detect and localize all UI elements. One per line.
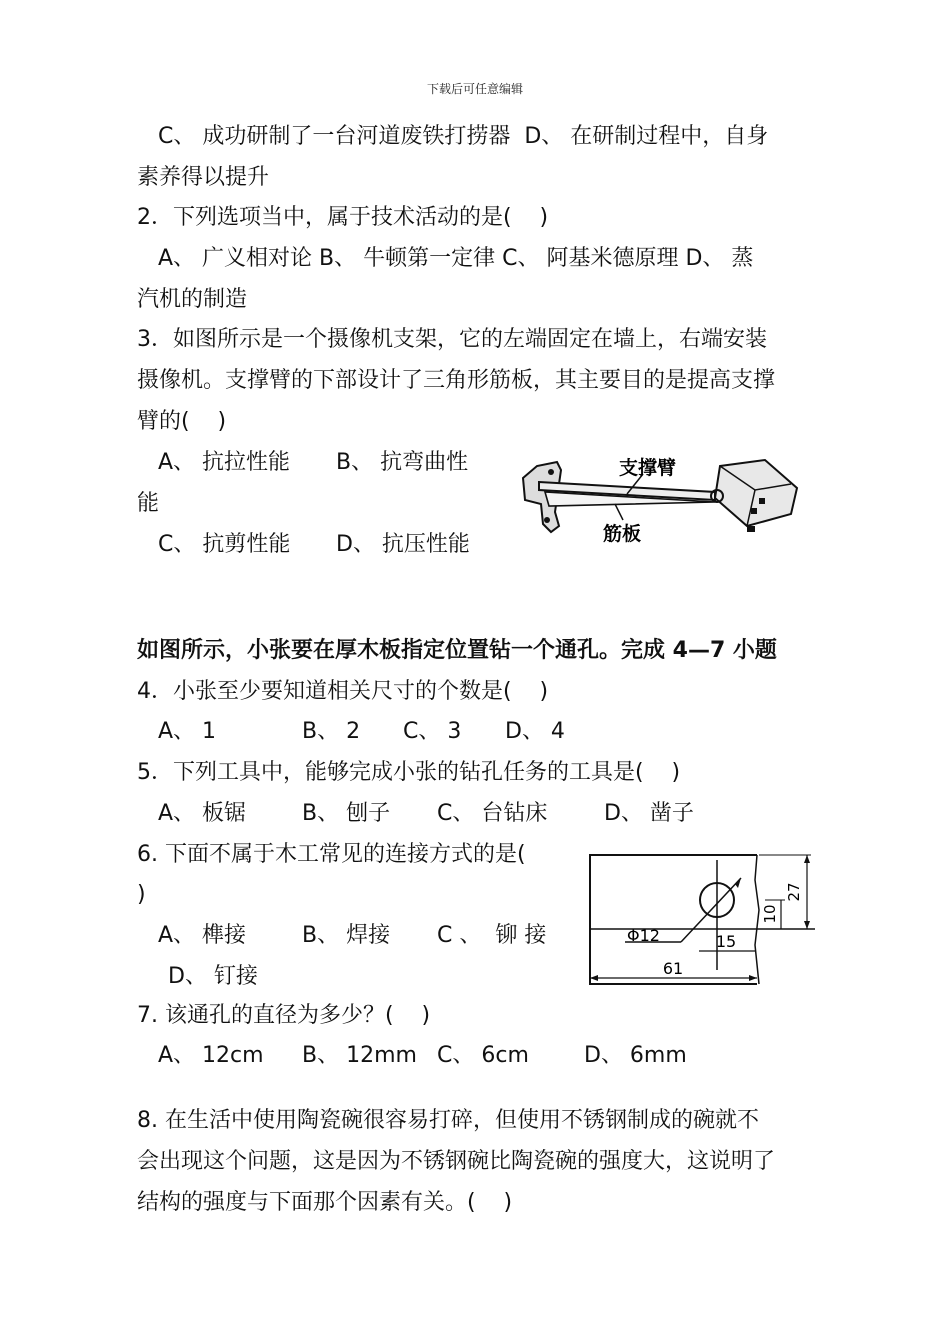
q7-option-c: C、 6cm — [437, 1043, 529, 1068]
q6-stem-cont: ) — [137, 882, 146, 907]
label-rib-plate: 筋板 — [603, 523, 642, 545]
q2-options-cont: 汽机的制造 — [137, 287, 248, 312]
q1-option-line-cont: 素养得以提升 — [137, 165, 270, 190]
q5-option-a: A、 板锯 — [158, 801, 247, 826]
q3-option-c: C、 抗剪性能 — [158, 532, 291, 557]
q5-option-c: C、 台钻床 — [437, 801, 548, 826]
board-drawing-figure — [585, 850, 815, 990]
q4-stem: 4．小张至少要知道相关尺寸的个数是( ) — [137, 679, 549, 704]
q2-options: A、 广义相对论 B、 牛顿第一定律 C、 阿基米德原理 D、 蒸 — [158, 246, 754, 271]
q7-option-a: A、 12cm — [158, 1043, 264, 1068]
q6-option-a: A、 榫接 — [158, 923, 247, 948]
q5-option-b: B、 刨子 — [302, 801, 391, 826]
camera-bracket-figure — [515, 448, 805, 563]
dim-10-label: 10 — [761, 904, 779, 924]
q6-option-b: B、 焊接 — [302, 923, 391, 948]
q6-option-d: D、 钉接 — [168, 964, 258, 989]
q6-stem: 6. 下面不属于木工常见的连接方式的是( — [137, 842, 526, 867]
q3-option-b-cont: 能 — [137, 491, 160, 516]
page-header: 下载后可任意编辑 — [426, 82, 523, 96]
dim-61-label: 61 — [662, 959, 684, 978]
q3-stem-line3: 臂的( ) — [137, 409, 227, 434]
q1-option-line: C、 成功研制了一台河道废铁打捞器 D、 在研制过程中，自身 — [158, 124, 769, 149]
q7-option-b: B、 12mm — [302, 1043, 417, 1068]
label-support-arm: 支撑臂 — [619, 457, 677, 479]
q4-option-c: C、 3 — [403, 719, 462, 744]
q3-option-a: A、 抗拉性能 — [158, 450, 291, 475]
q3-stem-line1: 3．如图所示是一个摄像机支架，它的左端固定在墙上，右端安装 — [137, 327, 767, 352]
q8-stem-line3: 结构的强度与下面那个因素有关。( ) — [137, 1190, 513, 1215]
q3-option-b: B、 抗弯曲性 — [336, 450, 469, 475]
q5-option-d: D、 凿子 — [604, 801, 694, 826]
q4-option-b: B、 2 — [302, 719, 361, 744]
q4-option-a: A、 1 — [158, 719, 217, 744]
q6-option-c: C 、 铆 接 — [437, 923, 547, 948]
q8-stem-line1: 8. 在生活中使用陶瓷碗很容易打碎，但使用不锈钢制成的碗就不 — [137, 1108, 759, 1133]
q3-stem-line2: 摄像机。支撑臂的下部设计了三角形筋板，其主要目的是提高支撑 — [137, 368, 776, 393]
q3-option-d: D、 抗压性能 — [336, 532, 470, 557]
dim-diameter-label: Φ12 — [627, 926, 660, 945]
q7-option-d: D、 6mm — [584, 1043, 687, 1068]
section-intro: 如图所示，小张要在厚木板指定位置钻一个通孔。完成 4—7 小题 — [137, 638, 777, 663]
q8-stem-line2: 会出现这个问题，这是因为不锈钢碗比陶瓷碗的强度大，这说明了 — [137, 1149, 776, 1174]
q4-option-d: D、 4 — [505, 719, 565, 744]
q5-stem: 5．下列工具中，能够完成小张的钻孔任务的工具是( ) — [137, 760, 681, 785]
q7-stem: 7. 该通孔的直径为多少？( ) — [137, 1003, 431, 1028]
dim-27-label: 27 — [785, 882, 803, 902]
dim-15-label: 15 — [715, 932, 737, 951]
q2-stem: 2．下列选项当中，属于技术活动的是( ) — [137, 205, 549, 230]
